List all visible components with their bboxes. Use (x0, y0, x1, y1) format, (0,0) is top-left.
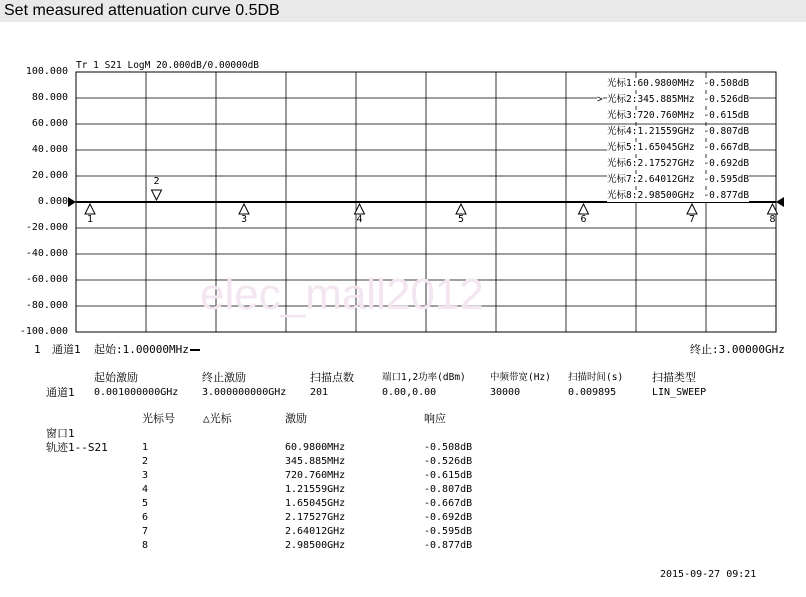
marker-table-cell: -0.692dB (424, 512, 473, 523)
marker-readout: 光标4:1.21559GHz -0.807dB (607, 126, 750, 137)
channel-table-value: 3.000000000GHz (202, 387, 287, 398)
channel-table-header: 扫描点数 (310, 371, 354, 384)
channel-table-value: 30000 (490, 387, 521, 398)
marker-label[interactable]: 7 (689, 214, 696, 225)
marker-table-cell: 1 (142, 442, 149, 453)
channel-table-header: 终止激励 (202, 371, 246, 384)
channel-table-value: 0.001000000GHz (94, 387, 179, 398)
marker-table-cell: 6 (142, 512, 149, 523)
marker-table-cell: 1.65045GHz (285, 498, 346, 509)
marker-table-cell: -0.667dB (424, 498, 473, 509)
channel-table-header: 扫描时间(s) (568, 372, 624, 383)
marker-table-trace: 轨迹1--S21 (46, 441, 108, 454)
marker-readout: 光标5:1.65045GHz -0.667dB (607, 142, 750, 153)
marker-table-cell: 2.17527GHz (285, 512, 346, 523)
marker-2-triangle-icon (152, 190, 162, 200)
marker-label[interactable]: 1 (87, 214, 94, 225)
marker-table-cell: 1.21559GHz (285, 484, 346, 495)
marker-table-cell: 345.885MHz (285, 456, 346, 467)
marker-table-cell: 720.760MHz (285, 470, 346, 481)
marker-readout: 光标2:345.885MHz -0.526dB (607, 94, 750, 105)
marker-table-window: 窗口1 (46, 427, 75, 440)
marker-readout: 光标3:720.760MHz -0.615dB (607, 110, 750, 121)
channel-table-value: LIN_SWEEP (652, 387, 707, 398)
marker-table-cell: -0.807dB (424, 484, 473, 495)
marker-table-cell: 2 (142, 456, 149, 467)
marker-triangle-icon (239, 204, 249, 214)
y-tick-label: -80.000 (25, 300, 68, 311)
trace-header: Tr 1 S21 LogM 20.000dB/0.00000dB (76, 60, 260, 71)
marker-label[interactable]: 8 (769, 214, 776, 225)
marker-table-header: 光标号 (142, 412, 175, 425)
y-tick-label: 60.000 (31, 118, 68, 129)
marker-triangle-icon (85, 204, 95, 214)
marker-label[interactable]: 2 (153, 176, 160, 187)
y-tick-label: -60.000 (25, 274, 68, 285)
marker-triangle-icon (578, 204, 588, 214)
marker-table-cell: 4 (142, 484, 149, 495)
stop-frequency[interactable]: 终止:3.00000GHz (690, 343, 785, 356)
active-marker-indicator-icon: > (597, 94, 603, 105)
bottom-channel: 通道1 (52, 343, 81, 356)
y-tick-label: 0.000 (37, 196, 68, 207)
y-tick-label: 100.000 (25, 66, 68, 77)
marker-table-header: 激励 (285, 412, 307, 425)
start-dash-icon (190, 349, 200, 351)
y-tick-label: 80.000 (31, 92, 68, 103)
marker-readout: 光标6:2.17527GHz -0.692dB (607, 158, 750, 169)
timestamp: 2015-09-27 09:21 (660, 569, 757, 580)
reference-right-arrow-icon (776, 197, 784, 207)
marker-table-cell: -0.877dB (424, 540, 473, 551)
reference-left-arrow-icon (68, 197, 76, 207)
channel-table-header: 起始激励 (94, 371, 138, 384)
marker-table-cell: -0.615dB (424, 470, 473, 481)
channel-table-value: 0.00,0.00 (382, 387, 437, 398)
channel-table-header: 扫描类型 (652, 371, 696, 384)
marker-label[interactable]: 6 (580, 214, 587, 225)
y-tick-label: -20.000 (25, 222, 68, 233)
channel-table-header: 中频带宽(Hz) (490, 372, 551, 383)
window-title: Set measured attenuation curve 0.5DB (0, 0, 806, 22)
start-frequency[interactable]: 起始:1.00000MHz (94, 343, 189, 356)
y-tick-label: -100.000 (19, 326, 68, 337)
marker-table-cell: -0.526dB (424, 456, 473, 467)
marker-table-cell: 2.98500GHz (285, 540, 346, 551)
marker-label[interactable]: 4 (356, 214, 363, 225)
marker-table-header: 响应 (424, 412, 446, 425)
marker-table-cell: 3 (142, 470, 149, 481)
bottom-index: 1 (34, 343, 41, 356)
marker-table-cell: 8 (142, 540, 149, 551)
marker-table-cell: 7 (142, 526, 149, 537)
marker-readout: 光标7:2.64012GHz -0.595dB (607, 174, 750, 185)
marker-table-cell: 2.64012GHz (285, 526, 346, 537)
marker-table-cell: 60.9800MHz (285, 442, 346, 453)
y-tick-label: 20.000 (31, 170, 68, 181)
marker-table-cell: -0.595dB (424, 526, 473, 537)
marker-readout: 光标8:2.98500GHz -0.877dB (607, 190, 750, 201)
channel-table-value: 201 (310, 387, 329, 398)
marker-readout: 光标1:60.9800MHz -0.508dB (607, 78, 750, 89)
marker-table-cell: 5 (142, 498, 149, 509)
channel-table-row-label: 通道1 (46, 386, 75, 399)
marker-triangle-icon (456, 204, 466, 214)
marker-table-header: △光标 (203, 412, 232, 425)
marker-triangle-icon (687, 204, 697, 214)
channel-table-value: 0.009895 (568, 387, 617, 398)
marker-label[interactable]: 3 (241, 214, 248, 225)
marker-table-cell: -0.508dB (424, 442, 473, 453)
watermark: elec_mall2012 (200, 270, 484, 319)
marker-label[interactable]: 5 (458, 214, 465, 225)
y-tick-label: 40.000 (31, 144, 68, 155)
channel-table-header: 端口1,2功率(dBm) (382, 372, 466, 383)
y-tick-label: -40.000 (25, 248, 68, 259)
